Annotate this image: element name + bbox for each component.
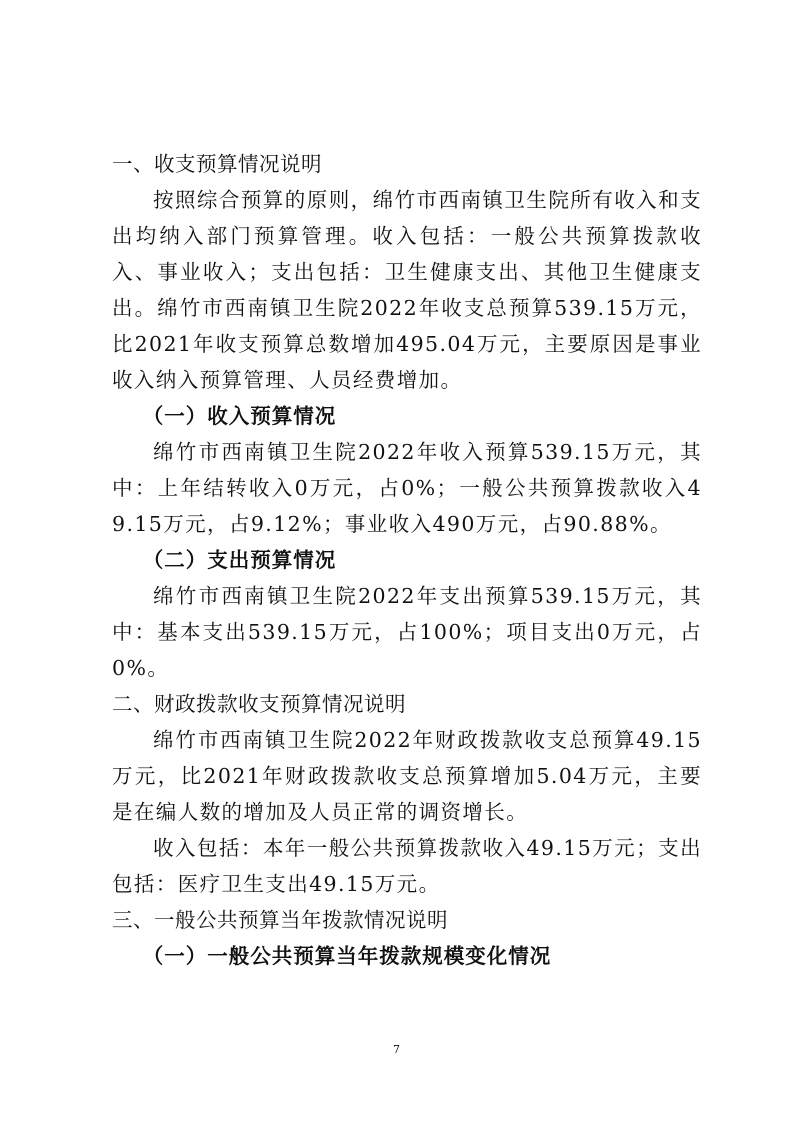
- paragraph-fiscal-income-expenditure: 收入包括：本年一般公共预算拨款收入49.15万元；支出包括：医疗卫生支出49.15万元。: [112, 836, 702, 896]
- section-heading-3: 三、一般公共预算当年拨款情况说明: [112, 908, 448, 932]
- paragraph-income-budget: 绵竹市西南镇卫生院2022年收入预算539.15万元，其中：上年结转收入0万元，占0%；一般公共预算拨款收入49.15万元，占9.12%；事业收入490万元，占90.88%。: [112, 440, 702, 536]
- section-heading-1: 一、收支预算情况说明: [112, 152, 322, 176]
- subheading-income-budget: （一）收入预算情况: [142, 404, 337, 428]
- paragraph-fiscal-allocation: 绵竹市西南镇卫生院2022年财政拨款收支总预算49.15万元，比2021年财政拨款收支总预算增加5.04万元，主要是在编人数的增加及人员正常的调资增长。: [112, 728, 702, 824]
- section-heading-2: 二、财政拨款收支预算情况说明: [112, 692, 406, 716]
- subheading-allocation-scale-change: （一）一般公共预算当年拨款规模变化情况: [142, 944, 552, 968]
- page-number: 7: [393, 1043, 400, 1056]
- document-body: [112, 146, 702, 974]
- subheading-expenditure-budget: （二）支出预算情况: [142, 548, 337, 572]
- paragraph-budget-summary: 按照综合预算的原则，绵竹市西南镇卫生院所有收入和支出均纳入部门预算管理。收入包括：一般公共预算拨款收入、事业收入；支出包括：卫生健康支出、其他卫生健康支出。绵竹市西南镇卫生院2022年收支总预算539.15万元，比2021年收支预算总数增加495.04万元，主要原因是事业收入纳入预算管理、人员经费增加。: [112, 188, 702, 392]
- paragraph-expenditure-budget: 绵竹市西南镇卫生院2022年支出预算539.15万元，其中：基本支出539.15万元，占100%；项目支出0万元，占0%。: [112, 584, 702, 680]
